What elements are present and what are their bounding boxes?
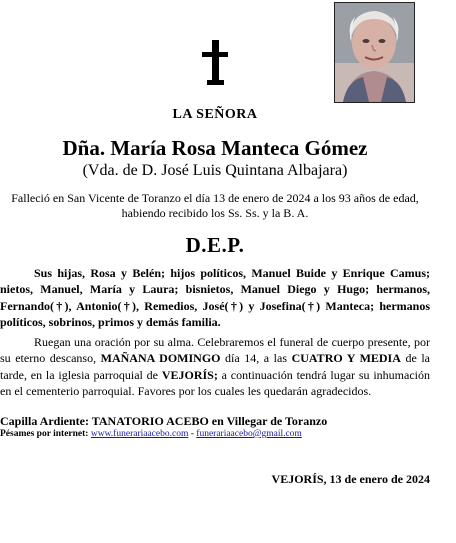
website-link[interactable]: www.funerariaacebo.com (90, 429, 189, 439)
portrait-photo (334, 2, 415, 103)
dateline: VEJORÍS, 13 de enero de 2024 (271, 472, 430, 486)
deceased-name: Dña. María Rosa Manteca Gómez (62, 136, 368, 160)
prayer-place: VEJORÍS; (161, 367, 218, 382)
death-notice: Falleció en San Vicente de Toranzo el día 13 de enero de 2024 a los 93 años de edad, habiendo recibido los Ss. Ss. y la B. A. (11, 191, 419, 220)
family-paragraph: Sus hijas, Rosa y Belén; hijos políticos, Manuel Buide y Enrique Camus; nietos, Manuel, María y Laura; bisnietos, Manuel Diego y Hugo; hermanos, Fernando(†), Antonio(†), Remedios, José(†) y Josefina(†) Manteca; hermanos políticos, sobrinos, primos y demás familia. (0, 266, 430, 330)
intro-title: LA SEÑORA (172, 107, 258, 122)
email-link[interactable]: funerariaacebo@gmail.com (196, 429, 302, 439)
latin-cross-icon (196, 40, 234, 86)
condolences-label: Pésames por internet: (0, 429, 89, 439)
prayer-time: CUATRO Y MEDIA (291, 351, 401, 366)
dep-heading: D.E.P. (185, 233, 245, 257)
prayer-paragraph: Ruegan una oración por su alma. Celebraremos el funeral de cuerpo presente, por su eterno descanso, MAÑANA DOMINGO día 14, a las CUATRO Y MEDIA de la tarde, en la iglesia parroquial de VEJORÍS; a continuación tendrá lugar su inhumación en el cementerio parroquial. Favores por los cuales les quedarán agradecidos. (0, 335, 430, 399)
capilla-ardiente: Capilla Ardiente: TANATORIO ACEBO en Villegar de Toranzo (0, 414, 328, 428)
prayer-day: MAÑANA DOMINGO (100, 351, 221, 366)
widow-of-line: (Vda. de D. José Luis Quintana Albajara) (82, 162, 348, 179)
condolences-line: Pésames por internet: www.funerariaacebo.com - funerariaacebo@gmail.com (0, 429, 302, 439)
